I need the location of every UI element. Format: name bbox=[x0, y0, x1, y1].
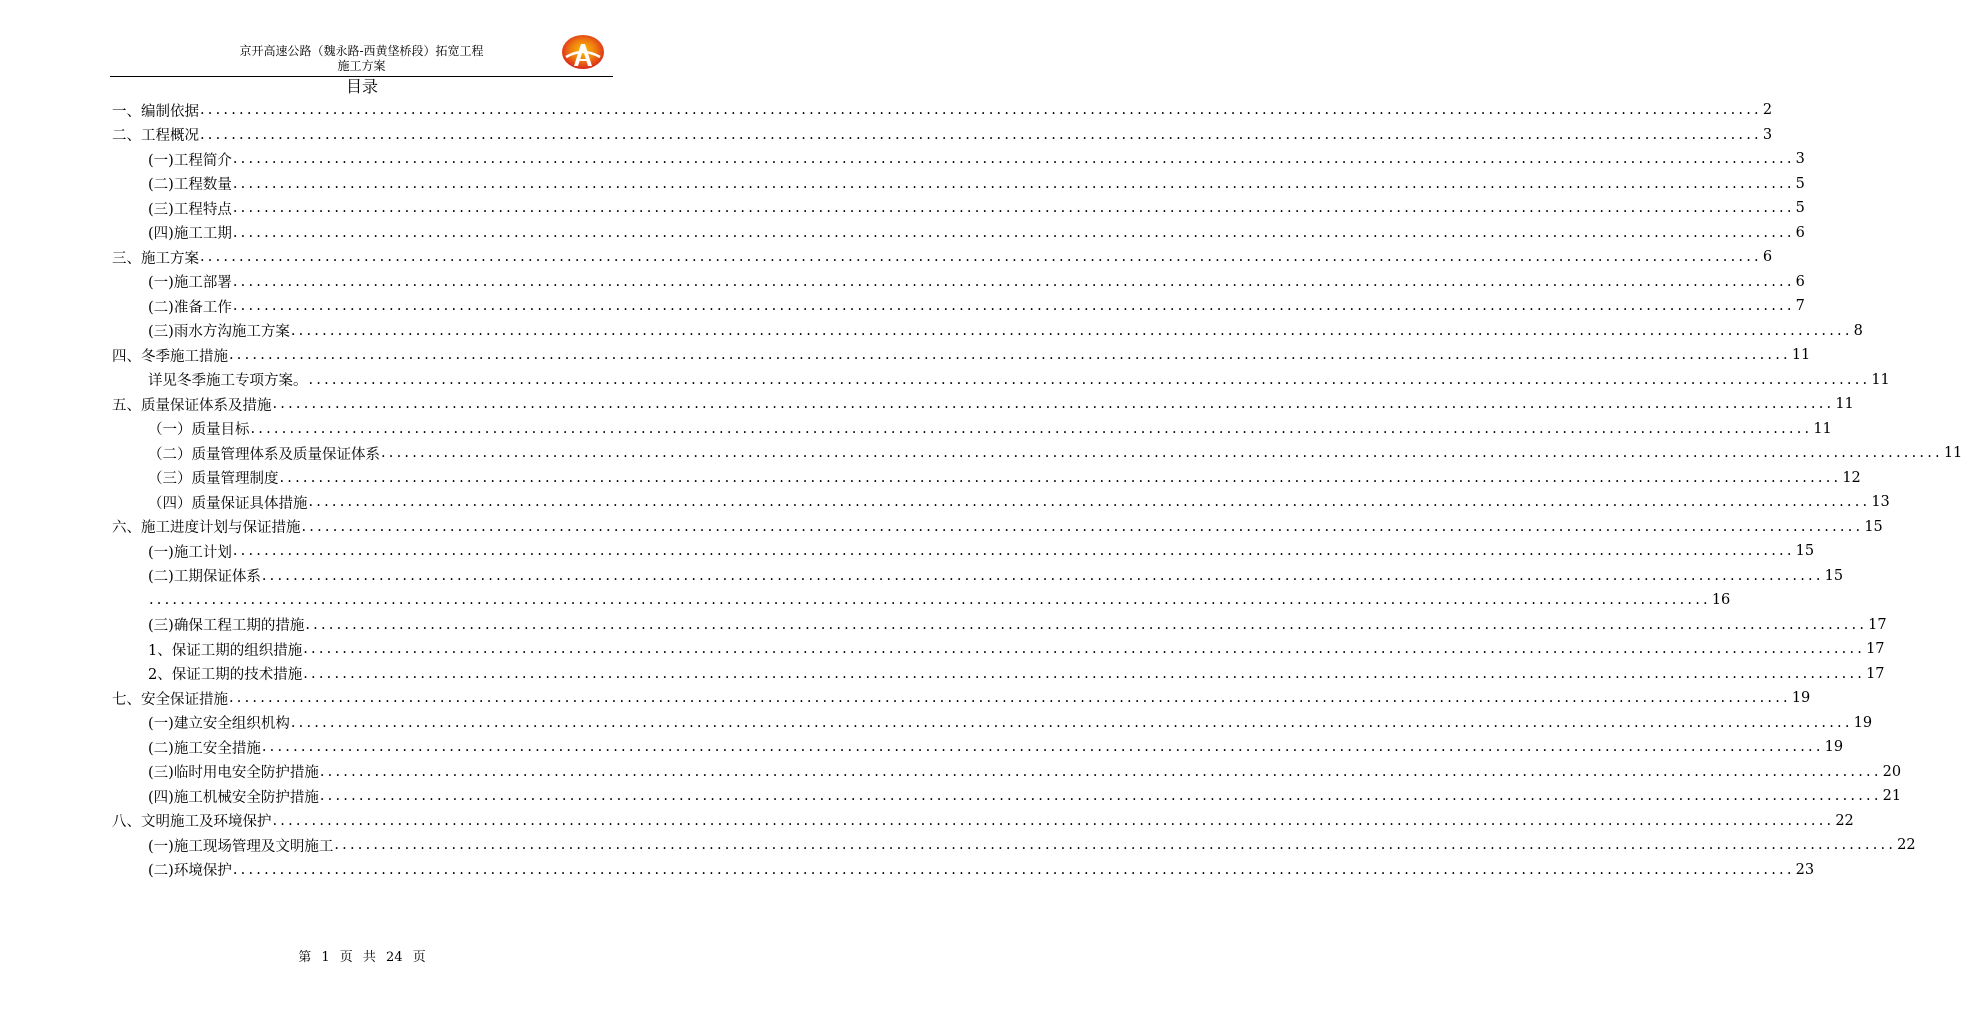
page-footer: 第 1 页 共 24 页 bbox=[298, 950, 426, 965]
toc-entry-page: 6 bbox=[1795, 273, 1805, 290]
toc-entry-title: (一)工程简介 bbox=[148, 152, 232, 169]
toc-dot-leader: ........................................................................................................................................................................................................ bbox=[334, 837, 1897, 854]
toc-entry-title: (二)准备工作 bbox=[148, 299, 232, 316]
toc-entry[interactable] bbox=[112, 833, 1916, 858]
toc-entry-page: 15 bbox=[1864, 518, 1883, 535]
toc-dot-leader: ........................................................................................................................................................................................................ bbox=[319, 763, 1882, 780]
toc-entry[interactable] bbox=[112, 270, 1805, 295]
toc-entry-page: 15 bbox=[1824, 567, 1844, 584]
toc-dot-leader: ........................................................................................................................................................................................................ bbox=[232, 224, 1795, 241]
toc-dot-leader: ........................................................................................................................................................................................................ bbox=[149, 592, 1711, 609]
toc-entry-page: 11 bbox=[1943, 445, 1962, 462]
toc-dot-leader: ........................................................................................................................................................................................................ bbox=[232, 273, 1795, 290]
toc-entry-page: 23 bbox=[1795, 861, 1815, 878]
toc-dot-leader: ........................................................................................................................................................................................................ bbox=[250, 420, 1813, 437]
toc-entry[interactable] bbox=[112, 319, 1863, 344]
toc-entry[interactable] bbox=[112, 441, 1962, 466]
toc-entry[interactable] bbox=[112, 662, 1885, 687]
toc-entry-title: (一)施工计划 bbox=[148, 544, 232, 561]
toc-dot-leader: ........................................................................................................................................................................................................ bbox=[232, 298, 1795, 315]
toc-dot-leader: ........................................................................................................................................................................................................ bbox=[381, 445, 1943, 462]
toc-entry-page: 22 bbox=[1835, 812, 1854, 829]
toc-entry-title: 七、安全保证措施 bbox=[112, 691, 228, 708]
toc-entry-page: 21 bbox=[1882, 788, 1902, 805]
toc-dot-leader: ........................................................................................................................................................................................................ bbox=[272, 812, 1835, 829]
toc-entry[interactable] bbox=[112, 613, 1887, 638]
toc-dot-leader: ........................................................................................................................................................................................................ bbox=[305, 616, 1868, 633]
toc-entry[interactable] bbox=[112, 760, 1902, 785]
toc-entry[interactable] bbox=[112, 588, 1731, 613]
toc-dot-leader: ........................................................................................................................................................................................................ bbox=[200, 102, 1762, 119]
toc-entry-title: 五、质量保证体系及措施 bbox=[112, 397, 272, 414]
toc-entry-title: (二)环境保护 bbox=[148, 863, 232, 880]
toc-entry[interactable] bbox=[112, 809, 1854, 834]
toc-entry-page: 16 bbox=[1711, 592, 1731, 609]
toc-entry-title: (三)确保工程工期的措施 bbox=[148, 618, 305, 635]
toc-entry-title: (二)工期保证体系 bbox=[148, 569, 261, 586]
toc-entry-page: 15 bbox=[1795, 543, 1815, 560]
toc-entry-page: 8 bbox=[1853, 322, 1863, 339]
toc-entry[interactable] bbox=[112, 637, 1885, 662]
toc-entry-page: 19 bbox=[1853, 714, 1873, 731]
toc-entry[interactable] bbox=[112, 539, 1815, 564]
toc-entry[interactable] bbox=[112, 466, 1861, 491]
toc-entry-title: （一）质量目标 bbox=[148, 422, 250, 439]
toc-entry-page: 22 bbox=[1897, 837, 1916, 854]
toc-dot-leader: ........................................................................................................................................................................................................ bbox=[261, 739, 1824, 756]
toc-entry-page: 6 bbox=[1795, 224, 1805, 241]
toc-entry[interactable] bbox=[112, 490, 1890, 515]
toc-dot-leader: ........................................................................................................................................................................................................ bbox=[290, 714, 1853, 731]
toc-entry-page: 3 bbox=[1795, 151, 1805, 168]
toc-dot-leader: ........................................................................................................................................................................................................ bbox=[232, 861, 1795, 878]
toc-dot-leader: ........................................................................................................................................................................................................ bbox=[200, 126, 1762, 143]
toc-entry-page: 17 bbox=[1866, 641, 1885, 658]
toc-entry-title: 2、保证工期的技术措施 bbox=[148, 667, 303, 684]
toc-entry-page: 12 bbox=[1842, 469, 1861, 486]
toc-dot-leader: ........................................................................................................................................................................................................ bbox=[261, 567, 1824, 584]
toc-entry-title: (三)雨水方沟施工方案 bbox=[148, 324, 290, 341]
toc-dot-leader: ........................................................................................................................................................................................................ bbox=[290, 322, 1853, 339]
toc-entry[interactable] bbox=[112, 147, 1805, 172]
toc-entry-page: 19 bbox=[1824, 739, 1844, 756]
toc-dot-leader: ........................................................................................................................................................................................................ bbox=[301, 518, 1864, 535]
toc-entry[interactable] bbox=[112, 417, 1832, 442]
toc-entry-title: (一)施工现场管理及文明施工 bbox=[148, 838, 334, 855]
toc-entry-page: 11 bbox=[1813, 420, 1832, 437]
toc-entry-title: 四、冬季施工措施 bbox=[112, 348, 228, 365]
toc-entry-page: 19 bbox=[1791, 690, 1811, 707]
toc-entry[interactable] bbox=[112, 98, 1773, 123]
toc-entry[interactable] bbox=[112, 343, 1811, 368]
toc-entry[interactable] bbox=[112, 221, 1805, 246]
toc-entry-title: (四)施工机械安全防护措施 bbox=[148, 789, 319, 806]
toc-entry-page: 11 bbox=[1871, 371, 1890, 388]
header-doc-type: 施工方案 bbox=[337, 59, 386, 73]
toc-dot-leader: ........................................................................................................................................................................................................ bbox=[232, 175, 1795, 192]
toc-dot-leader: ........................................................................................................................................................................................................ bbox=[308, 371, 1871, 388]
page-header bbox=[110, 42, 613, 77]
toc-entry-title: （三）质量管理制度 bbox=[148, 471, 279, 488]
toc-entry-title: 一、编制依据 bbox=[112, 103, 199, 120]
toc-entry-title: (三)工程特点 bbox=[148, 201, 232, 218]
toc-dot-leader: ........................................................................................................................................................................................................ bbox=[200, 249, 1762, 266]
toc-entry-title: （二）质量管理体系及质量保证体系 bbox=[148, 446, 380, 463]
toc-dot-leader: ........................................................................................................................................................................................................ bbox=[272, 396, 1835, 413]
toc-entry[interactable] bbox=[112, 245, 1773, 270]
toc-entry-title: （四）质量保证具体措施 bbox=[148, 495, 308, 512]
toc-entry[interactable] bbox=[112, 564, 1844, 589]
toc-entry-title: (一)施工部署 bbox=[148, 275, 232, 292]
toc-dot-leader: ........................................................................................................................................................................................................ bbox=[308, 494, 1871, 511]
toc-dot-leader: ........................................................................................................................................................................................................ bbox=[319, 788, 1882, 805]
toc-entry-title: 六、施工进度计划与保证措施 bbox=[112, 520, 301, 537]
toc-entry-title: (二)工程数量 bbox=[148, 177, 232, 194]
toc-dot-leader: ........................................................................................................................................................................................................ bbox=[232, 200, 1795, 217]
toc-entry-title: 详见冬季施工专项方案。 bbox=[148, 373, 308, 390]
toc-dot-leader: ........................................................................................................................................................................................................ bbox=[232, 151, 1795, 168]
toc-entry[interactable] bbox=[112, 294, 1805, 319]
toc-entry[interactable] bbox=[112, 515, 1883, 540]
toc-entry-page: 6 bbox=[1762, 249, 1773, 266]
toc-entry-title: (二)施工安全措施 bbox=[148, 740, 261, 757]
company-logo-icon bbox=[560, 33, 606, 73]
toc-entry[interactable] bbox=[112, 172, 1805, 197]
toc-entry-title: (三)临时用电安全防护措施 bbox=[148, 765, 319, 782]
toc-entry-title: 三、施工方案 bbox=[112, 250, 199, 267]
toc-entry-page: 5 bbox=[1795, 175, 1805, 192]
toc-entry-title: (四)施工工期 bbox=[148, 226, 232, 243]
toc-entry-title: 1、保证工期的组织措施 bbox=[148, 642, 303, 659]
toc-entry-page: 13 bbox=[1871, 494, 1890, 511]
toc-dot-leader: ........................................................................................................................................................................................................ bbox=[279, 469, 1842, 486]
toc-entry[interactable] bbox=[112, 735, 1844, 760]
toc-entry-page: 11 bbox=[1835, 396, 1854, 413]
toc-entry[interactable] bbox=[112, 196, 1805, 221]
toc-entry[interactable] bbox=[112, 858, 1815, 883]
toc-entry-page: 5 bbox=[1795, 200, 1805, 217]
toc-title: 目录 bbox=[345, 77, 378, 96]
toc-dot-leader: ........................................................................................................................................................................................................ bbox=[229, 347, 1791, 364]
toc-entry-title: 八、文明施工及环境保护 bbox=[112, 814, 272, 831]
toc-entry-page: 7 bbox=[1795, 298, 1805, 315]
toc-entry-page: 17 bbox=[1868, 616, 1887, 633]
toc-dot-leader: ........................................................................................................................................................................................................ bbox=[303, 641, 1866, 658]
toc-entry-page: 3 bbox=[1762, 126, 1773, 143]
toc-entry[interactable] bbox=[112, 368, 1890, 393]
toc-entry-title: 二、工程概况 bbox=[112, 128, 199, 145]
toc-entry-page: 2 bbox=[1762, 102, 1773, 119]
toc-entry-page: 17 bbox=[1866, 665, 1885, 682]
table-of-contents bbox=[112, 98, 1962, 882]
toc-entry[interactable] bbox=[112, 784, 1902, 809]
toc-dot-leader: ........................................................................................................................................................................................................ bbox=[303, 665, 1866, 682]
toc-entry-title: (一)建立安全组织机构 bbox=[148, 716, 290, 733]
toc-entry-page: 11 bbox=[1791, 347, 1811, 364]
toc-entry[interactable] bbox=[112, 711, 1873, 736]
toc-entry[interactable] bbox=[112, 123, 1773, 148]
toc-entry[interactable] bbox=[112, 686, 1811, 711]
header-project-title: 京开高速公路（魏永路-西黄垡桥段）拓宽工程 bbox=[239, 44, 484, 58]
toc-entry[interactable] bbox=[112, 392, 1854, 417]
toc-entry-page: 20 bbox=[1882, 763, 1902, 780]
toc-dot-leader: ........................................................................................................................................................................................................ bbox=[232, 543, 1795, 560]
toc-dot-leader: ........................................................................................................................................................................................................ bbox=[229, 690, 1791, 707]
